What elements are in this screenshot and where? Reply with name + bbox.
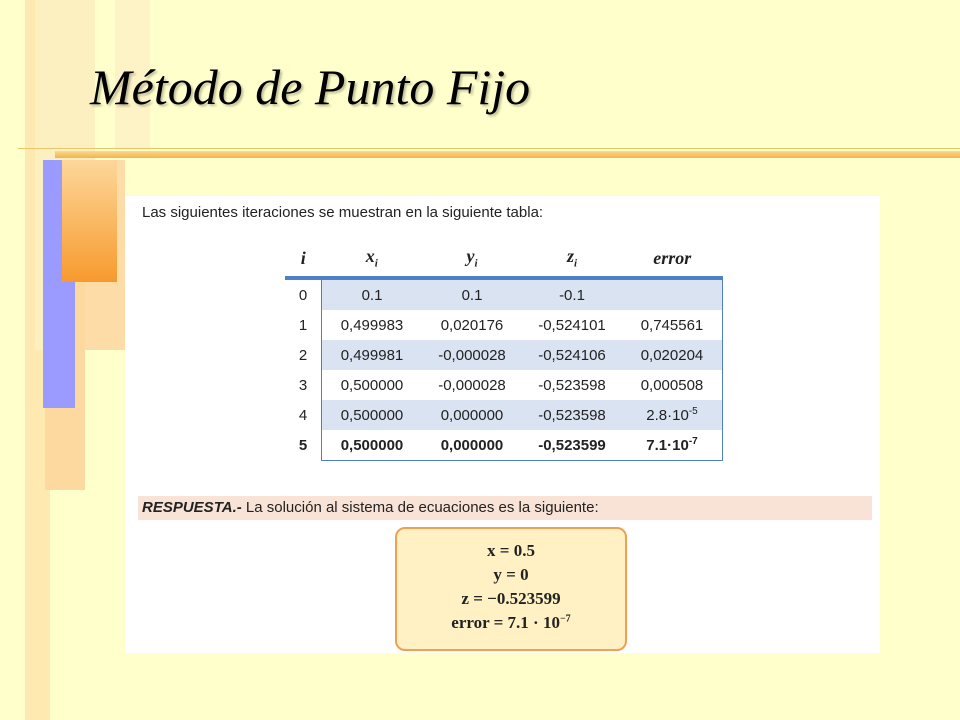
- header-z: $z_i$: [522, 240, 622, 278]
- cell-x: 0,499983: [322, 310, 423, 340]
- table-row: [285, 400, 723, 430]
- cell-i: 1: [298, 316, 308, 334]
- cell-x: 0,499981: [322, 340, 423, 370]
- cell-i: 5: [298, 436, 308, 454]
- cell-x: 0,500000: [322, 400, 423, 430]
- cell-z: -0,523598: [522, 400, 622, 430]
- header-x: $x_i$: [322, 240, 423, 278]
- cell-error: 0,020204: [622, 340, 723, 370]
- title-rule-thick: [55, 151, 960, 158]
- cell-y: 0,000000: [422, 430, 522, 461]
- cell-z: -0,524106: [522, 340, 622, 370]
- cell-error: 0,745561: [622, 310, 723, 340]
- cell-x: 0,500000: [322, 430, 423, 461]
- cell-i: 0: [298, 286, 308, 304]
- table-row: [285, 278, 723, 310]
- cell-error: $7.1\cdot 10^{-7}$: [622, 430, 723, 461]
- iterations-table: [285, 240, 723, 461]
- cell-z: -0,524101: [538, 316, 606, 334]
- title-rule-thin: [18, 148, 960, 149]
- cell-error: [622, 278, 723, 310]
- answer-label: RESPUESTA.-: [142, 499, 242, 516]
- cell-z: -0.1: [522, 278, 622, 310]
- solution-box: [395, 527, 627, 651]
- solution-z: z = −0.523599: [461, 589, 561, 608]
- header-error: error: [622, 240, 723, 278]
- cell-x: 0,500000: [322, 370, 423, 400]
- table-row: [285, 340, 723, 370]
- cell-i: 3: [298, 376, 308, 394]
- cell-z: -0,523599: [522, 430, 622, 461]
- cell-y: 0.1: [422, 278, 522, 310]
- solution-error: error = $7.1 \cdot 10^{-7}$: [451, 613, 571, 632]
- table-header-row: [285, 240, 723, 278]
- slide-title: Método de Punto Fijo: [90, 59, 531, 115]
- cell-y: 0,020176: [440, 316, 504, 334]
- answer-statement: [138, 496, 872, 520]
- intro-text: Las siguientes iteraciones se muestran en la siguiente tabla:: [142, 204, 544, 221]
- cell-z: -0,523598: [538, 376, 606, 394]
- table-row: [285, 310, 723, 340]
- cell-y: -0,000028: [438, 376, 506, 394]
- header-y: $y_i$: [422, 240, 522, 278]
- cell-i: 4: [298, 406, 308, 424]
- content-panel: [125, 196, 880, 653]
- cell-y: -0,000028: [422, 340, 522, 370]
- cell-error: 0,000508: [622, 370, 723, 400]
- solution-y: y = 0: [493, 565, 529, 584]
- deco-bar-orange: [62, 160, 117, 282]
- cell-error: $2.8\cdot 10^{-5}$: [622, 400, 723, 430]
- header-i: i: [285, 240, 322, 278]
- cell-i: 2: [298, 346, 308, 364]
- answer-text: La solución al sistema de ecuaciones es la siguiente:: [241, 499, 599, 516]
- table-row: [285, 370, 723, 400]
- solution-x: x = 0.5: [487, 541, 535, 560]
- cell-x: 0.1: [322, 278, 423, 310]
- table-row: [285, 430, 723, 461]
- cell-y: 0,000000: [422, 400, 522, 430]
